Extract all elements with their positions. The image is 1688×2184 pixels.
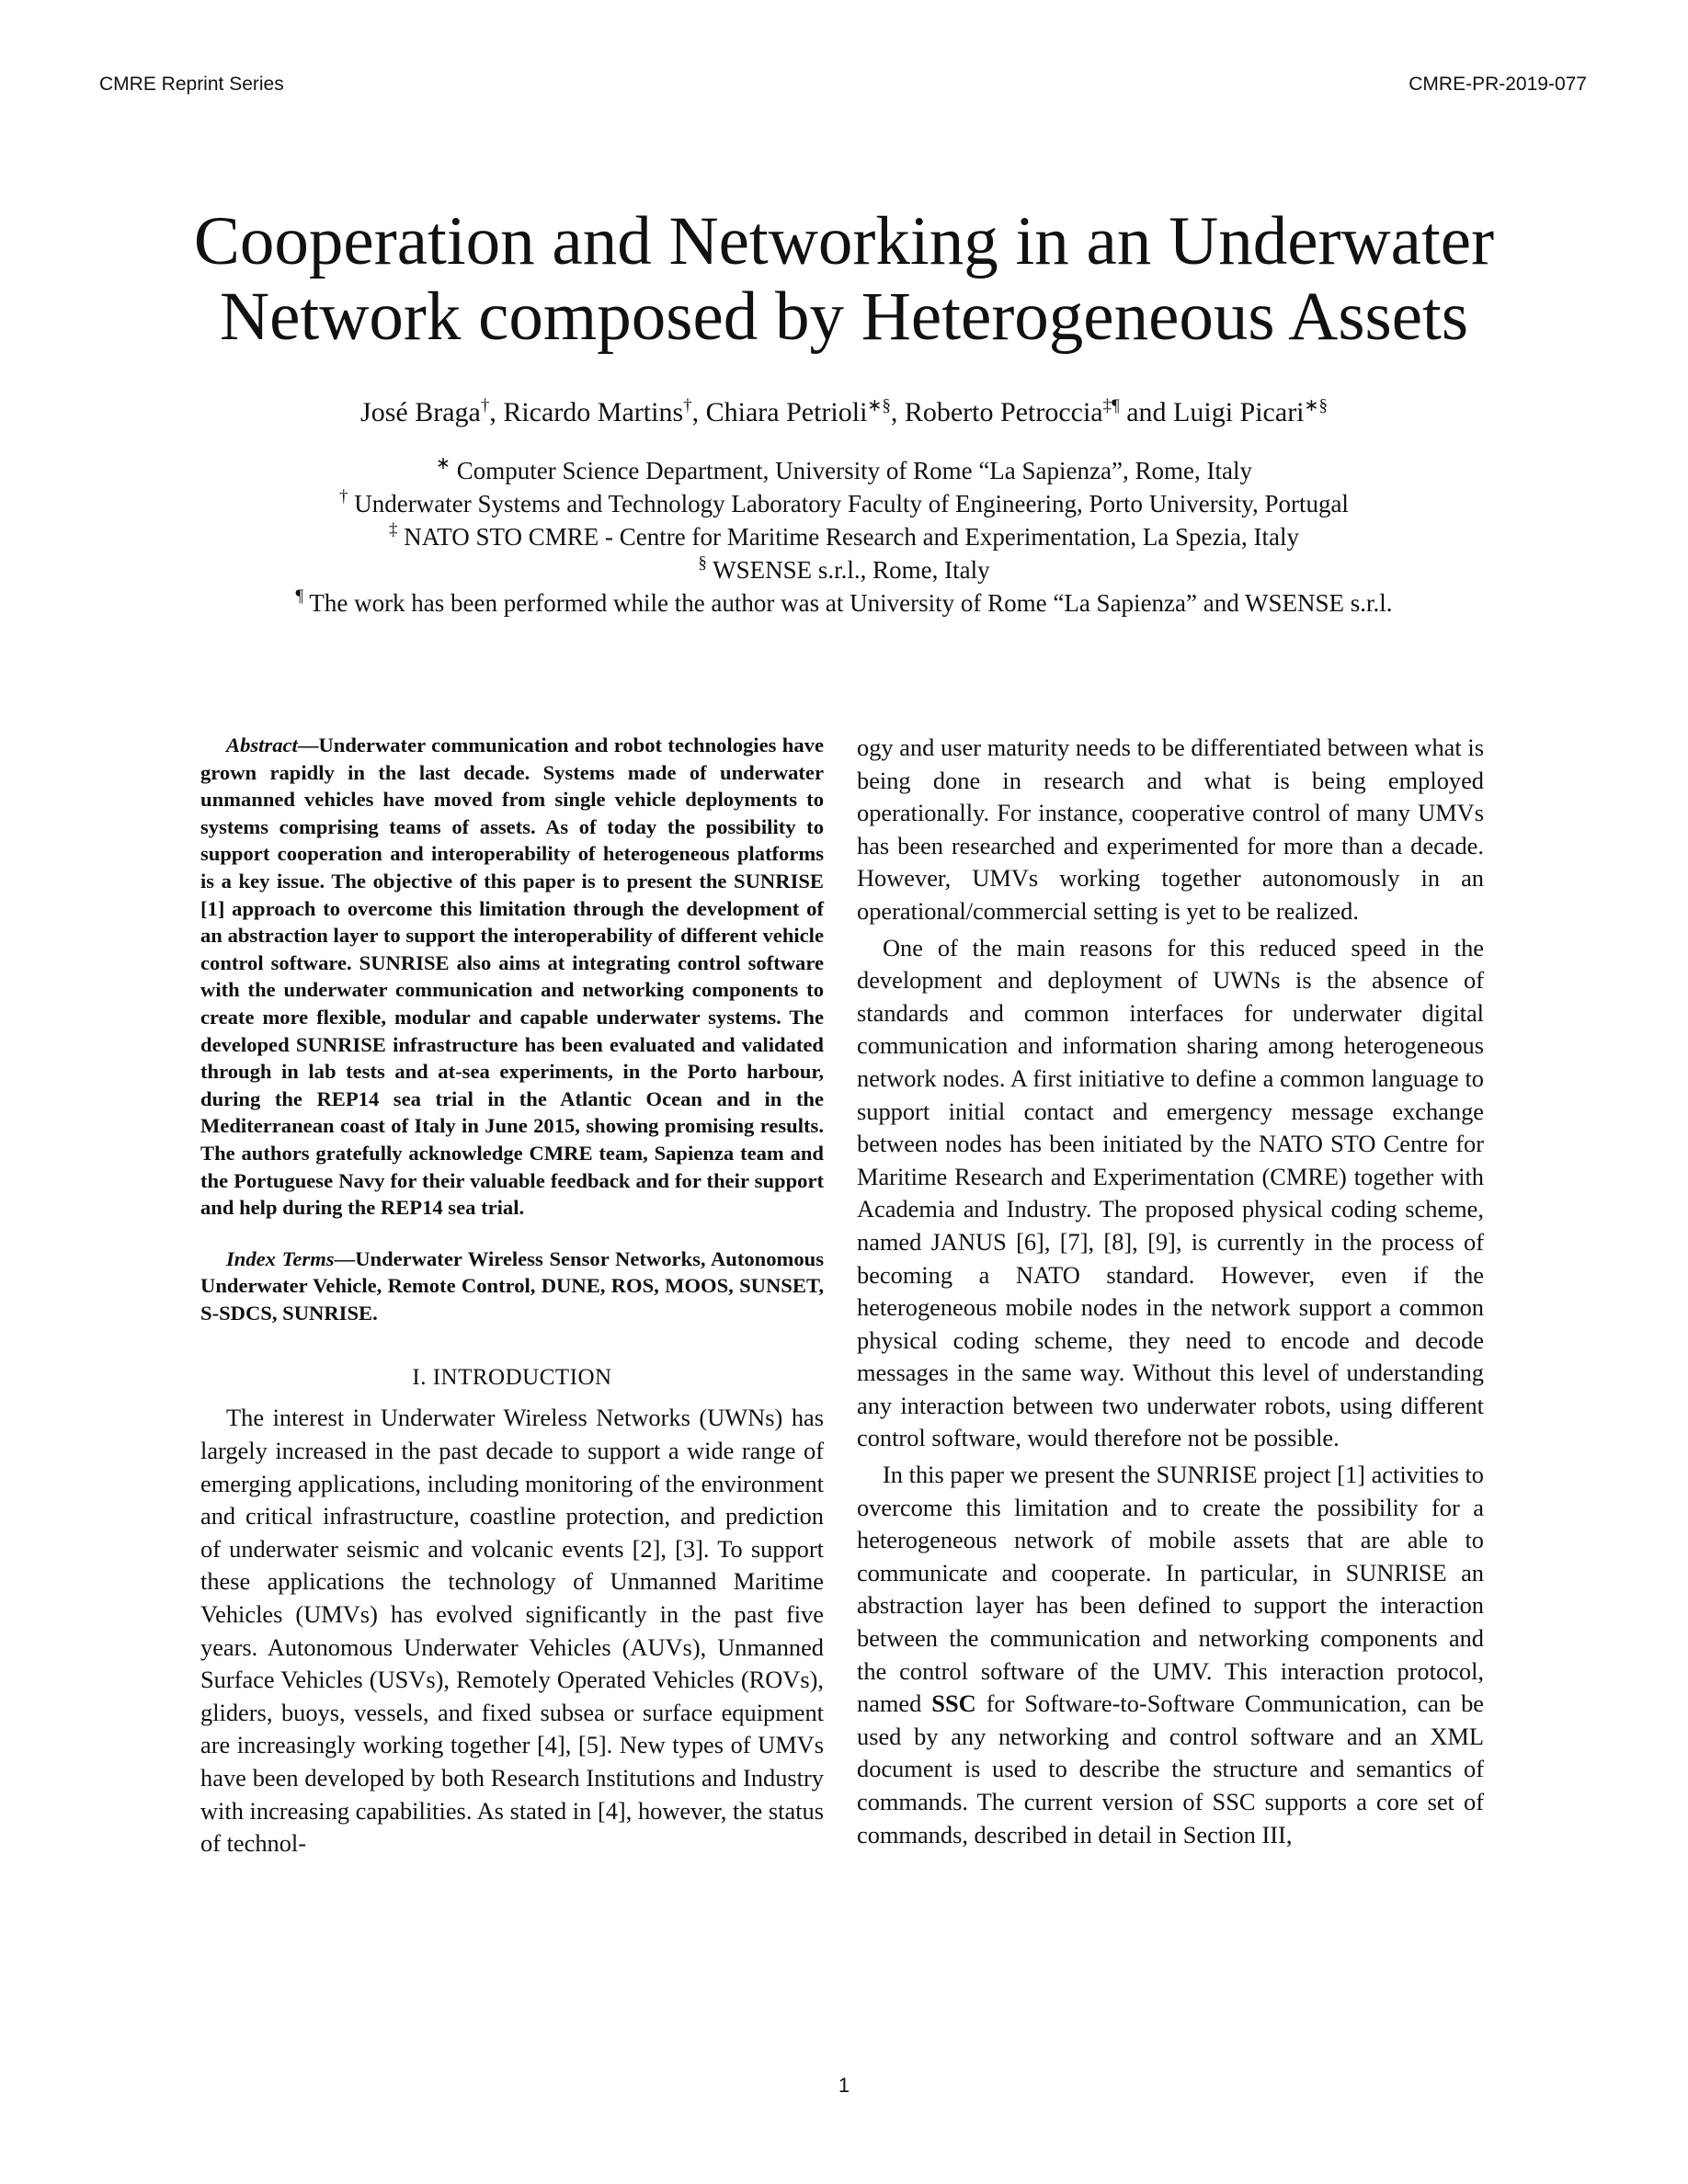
page-number: 1 — [838, 2074, 850, 2097]
left-column — [200, 732, 824, 1860]
index-terms-lead: Index Terms — [226, 1246, 335, 1270]
abstract — [200, 732, 824, 1222]
author-list — [129, 397, 1559, 428]
author-name: Ricardo Martins — [503, 397, 684, 427]
index-terms-text: —Underwater Wireless Sensor Networks, Autonomous Underwater Vehicle, Remote Control, DUNE, ROS, MOOS, SUNSET, S-SDCS, SUNRISE. — [200, 1246, 825, 1325]
author-separator: , — [890, 397, 905, 427]
author-affiliation-mark: ‡¶ — [1102, 396, 1120, 415]
affiliation-mark: † — [339, 487, 348, 506]
affiliation — [129, 553, 1559, 586]
body-paragraph — [857, 1459, 1484, 1851]
author-name: Luigi Picari — [1173, 397, 1305, 427]
section-heading-introduction — [200, 1365, 824, 1391]
affiliation-mark: ¶ — [295, 586, 304, 606]
affiliation-text: Underwater Systems and Technology Laboratory Faculty of Engineering, Porto University, Portugal — [348, 490, 1349, 518]
affiliation-mark: ‡ — [388, 520, 398, 540]
author-affiliation-mark: ∗§ — [1304, 396, 1328, 415]
author-separator: , — [489, 397, 504, 427]
body-paragraph: The interest in Underwater Wireless Networks (UWNs) has largely increased in the past decade to support a wide range of emerging applications, including monitoring of the environment and critical infrastructure, coastline protection, and prediction of underwater seismic and volcanic events [2], [3]. To support these applications the technology of Unmanned Maritime Vehicles (UMVs) has evolved significantly in the past five years. Autonomous Underwater Vehicles (AUVs), Unmanned Surface Vehicles (USVs), Remotely Operated Vehicles (ROVs), gliders, buoys, vessels, and fixed subsea or surface equipment are increasingly working together [4], [5]. New types of UMVs have been developed by both Research Institutions and Industry with increasing capabilities. As stated in [4], however, the status of technol- — [200, 1404, 824, 1858]
author-name: Roberto Petroccia — [904, 397, 1103, 427]
author-separator: , — [691, 397, 706, 427]
author — [905, 397, 1173, 427]
section-title-initial: I — [432, 1365, 441, 1391]
affiliation-list — [129, 454, 1559, 620]
author-separator: and — [1119, 397, 1174, 427]
paper-title-line-1: Cooperation and Networking in an Underwater — [193, 203, 1495, 279]
affiliation-mark: § — [698, 553, 707, 573]
author-affiliation-mark: † — [480, 396, 490, 415]
author-name: Chiara Petrioli — [705, 397, 868, 427]
affiliation-text: NATO STO CMRE - Centre for Maritime Research and Experimentation, La Spezia, Italy — [397, 523, 1299, 551]
body-text-bold-term: SSC — [931, 1689, 976, 1718]
paper-title — [129, 204, 1559, 355]
section-title-rest: NTRODUCTION — [440, 1365, 612, 1391]
affiliation — [129, 454, 1559, 487]
body-paragraph: One of the main reasons for this reduced speed in the development and deployment of UWNs is the absence of standards and common interfaces for underwater digital communication and information sharing among heterogeneous network nodes. A first initiative to define a common language to support initial contact and emergency message exchange between nodes has been initiated by the NATO STO Centre for Maritime Research and Experimentation (CMRE) together with Academia and Industry. The proposed physical coding scheme, named JANUS [6], [7], [8], [9], is currently in the process of becoming a NATO standard. However, even if the heterogeneous mobile nodes in the network support a common physical coding scheme, they need to encode and decode messages in the same way. Without this level of understanding any interaction between two underwater robots, using different control software, would therefore not be possible. — [857, 933, 1484, 1452]
affiliation-text: The work has been performed while the author was at University of Rome “La Sapienza” and WSENSE s.r.l. — [303, 589, 1393, 617]
affiliation — [129, 520, 1559, 553]
right-column — [857, 732, 1484, 1851]
running-header-series: CMRE Reprint Series — [99, 74, 284, 95]
author — [503, 397, 705, 427]
author-affiliation-mark: ∗§ — [867, 396, 891, 415]
paper-title-line-2: Network composed by Heterogeneous Assets — [219, 279, 1469, 355]
author — [1173, 397, 1328, 427]
author — [706, 397, 905, 427]
section-number: I. — [412, 1365, 427, 1391]
affiliation-text: Computer Science Department, University of Rome “La Sapienza”, Rome, Italy — [450, 457, 1252, 484]
body-text: for Software-to-Software Communication, can be used by any networking and control software and an XML document is used to describe the structure and semantics of commands. The current version of SSC supports a core set of commands, described in detail in Section III, — [857, 1689, 1484, 1848]
running-header-report-id: CMRE-PR-2019-077 — [1409, 74, 1587, 95]
author-affiliation-mark: † — [683, 396, 692, 415]
affiliation-text: WSENSE s.r.l., Rome, Italy — [706, 556, 990, 584]
body-text: In this paper we present the SUNRISE project [1] activities to overcome this limitation and to create the possibility for a heterogeneous network of mobile assets that are able to communicate and cooperate. In particular, in SUNRISE an abstraction layer has been defined to support the interaction between the communication and networking components and the control software of the UMV. This interaction protocol, named — [857, 1461, 1484, 1718]
author — [360, 397, 503, 427]
index-terms — [200, 1246, 824, 1327]
affiliation — [129, 487, 1559, 520]
abstract-lead: Abstract — [226, 734, 298, 756]
affiliation-mark: ∗ — [436, 454, 451, 473]
body-paragraph-continued: ogy and user maturity needs to be differentiated between what is being done in research and what is being employed operationally. For instance, cooperative control of many UMVs has been researched and experimented for more than a decade. However, UMVs working together autonomously in an operational/commercial setting is yet to be realized. — [857, 734, 1484, 925]
abstract-text: —Underwater communication and robot technologies have grown rapidly in the last decade. Systems made of underwater unmanned vehicles have moved from single vehicle deployments to systems comprising teams of assets. As of today the possibility to support cooperation and interoperability of heterogeneous platforms is a key issue. The objective of this paper is to present the SUNRISE [1] approach to overcome this limitation through the development of an abstraction layer to support the interoperability of different vehicle control software. SUNRISE also aims at integrating control software with the underwater communication and networking components to create more flexible, modular and capable underwater systems. The developed SUNRISE infrastructure has been evaluated and validated through in lab tests and at-sea experiments, in the Porto harbour, during the REP14 sea trial in the Atlantic Ocean and in the Mediterranean coast of Italy in June 2015, showing promising results. The authors gratefully acknowledge CMRE team, Sapienza team and the Portuguese Navy for their valuable feedback and for their support and help during the REP14 sea trial. — [200, 734, 824, 1220]
affiliation-note — [129, 586, 1559, 620]
author-name: José Braga — [360, 397, 481, 427]
